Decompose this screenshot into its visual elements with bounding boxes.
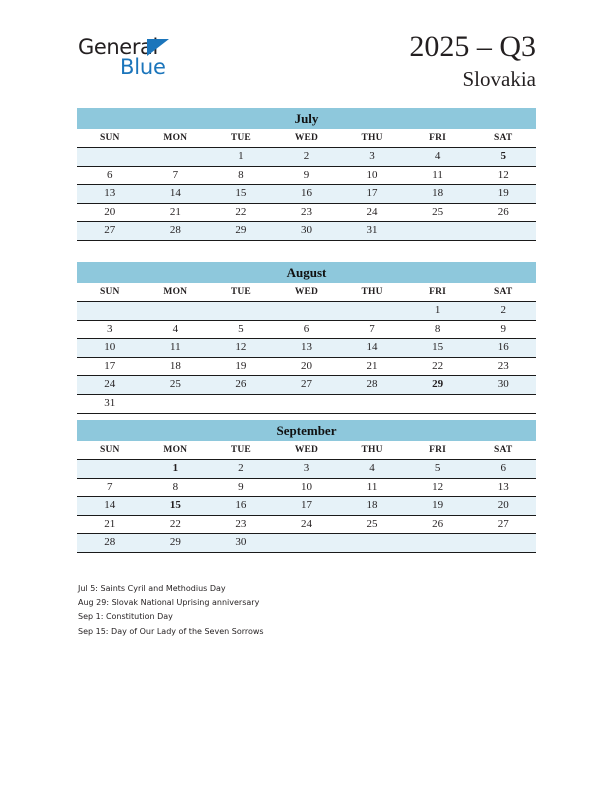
weekday-header-sat: SAT	[470, 283, 536, 302]
day-cell-21[interactable]: 21	[143, 203, 209, 222]
day-cell-empty	[470, 394, 536, 413]
weekday-header-wed: WED	[274, 283, 340, 302]
day-cell-18[interactable]: 18	[143, 357, 209, 376]
day-cell-19[interactable]: 19	[405, 497, 471, 516]
brand-name-blue: Blue	[120, 55, 166, 79]
day-cell-empty	[470, 222, 536, 241]
day-cell-15[interactable]: 15	[405, 339, 471, 358]
day-cell-27[interactable]: 27	[274, 376, 340, 395]
month-grid	[77, 441, 536, 553]
day-cell-1[interactable]: 1	[208, 148, 274, 167]
day-cell-24[interactable]: 24	[77, 376, 143, 395]
day-cell-4[interactable]: 4	[339, 460, 405, 479]
day-cell-12[interactable]: 12	[470, 166, 536, 185]
week-row	[77, 376, 536, 395]
month-title: July	[77, 108, 536, 129]
day-cell-empty	[339, 394, 405, 413]
day-cell-empty	[208, 394, 274, 413]
day-cell-empty	[405, 394, 471, 413]
day-cell-28[interactable]: 28	[143, 222, 209, 241]
day-cell-7[interactable]: 7	[143, 166, 209, 185]
month-block-august	[77, 262, 536, 414]
day-cell-25[interactable]: 25	[339, 515, 405, 534]
day-cell-31[interactable]: 31	[104, 396, 116, 409]
day-cell-10[interactable]: 10	[77, 339, 143, 358]
weekday-header-wed: WED	[274, 441, 340, 460]
day-cell-25[interactable]: 25	[405, 203, 471, 222]
day-cell-30[interactable]: 30	[470, 376, 536, 395]
day-cell-13[interactable]: 13	[274, 339, 340, 358]
week-row	[77, 357, 536, 376]
month-title: August	[77, 262, 536, 283]
weekday-header-sat: SAT	[470, 129, 536, 148]
day-cell-6[interactable]: 6	[470, 460, 536, 479]
week-row	[77, 478, 536, 497]
day-cell-3[interactable]: 3	[77, 320, 143, 339]
day-cell-6[interactable]: 6	[77, 166, 143, 185]
day-cell-5[interactable]: 5	[405, 460, 471, 479]
day-cell-28[interactable]: 28	[77, 534, 143, 553]
day-cell-11[interactable]: 11	[143, 339, 209, 358]
weekday-header-sun: SUN	[77, 441, 143, 460]
day-cell-22[interactable]: 22	[143, 515, 209, 534]
week-row	[77, 302, 536, 321]
day-cell-30[interactable]: 30	[274, 222, 340, 241]
day-cell-19[interactable]: 19	[470, 185, 536, 204]
day-cell-7[interactable]: 7	[339, 320, 405, 339]
month-block-july	[77, 108, 536, 241]
week-row	[77, 534, 536, 553]
day-cell-25[interactable]: 25	[143, 376, 209, 395]
day-cell-23[interactable]: 23	[208, 515, 274, 534]
day-cell-5[interactable]: 5	[208, 320, 274, 339]
day-cell-18[interactable]: 18	[339, 497, 405, 516]
day-cell-holiday-29[interactable]: 29	[405, 376, 471, 395]
day-cell-3[interactable]: 3	[274, 460, 340, 479]
weekday-header-mon: MON	[143, 283, 209, 302]
day-cell-11[interactable]: 11	[339, 478, 405, 497]
page-header	[0, 0, 612, 100]
day-cell-2[interactable]: 2	[274, 148, 340, 167]
weekday-header-mon: MON	[143, 441, 209, 460]
day-cell-29[interactable]: 29	[208, 222, 274, 241]
day-cell-13[interactable]: 13	[470, 478, 536, 497]
month-grid	[77, 283, 536, 414]
day-cell-10[interactable]: 10	[274, 478, 340, 497]
weekday-header-fri: FRI	[405, 441, 471, 460]
day-cell-16[interactable]: 16	[208, 497, 274, 516]
weekday-header-thu: THU	[339, 441, 405, 460]
day-cell-holiday-5[interactable]: 5	[470, 148, 536, 167]
day-cell-9[interactable]: 9	[274, 166, 340, 185]
day-cell-24[interactable]: 24	[274, 515, 340, 534]
week-row	[77, 460, 536, 479]
day-cell-8[interactable]: 8	[405, 320, 471, 339]
day-cell-15[interactable]: 15	[208, 185, 274, 204]
day-cell-empty	[405, 534, 471, 553]
day-cell-27[interactable]: 27	[470, 515, 536, 534]
logo-triangle-icon	[147, 39, 169, 56]
day-cell-26[interactable]: 26	[470, 203, 536, 222]
day-cell-11[interactable]: 11	[405, 166, 471, 185]
day-cell-13[interactable]: 13	[77, 185, 143, 204]
day-cell-28[interactable]: 28	[339, 376, 405, 395]
day-cell-29[interactable]: 29	[143, 534, 209, 553]
month-title: September	[77, 420, 536, 441]
day-cell-6[interactable]: 6	[274, 320, 340, 339]
week-row	[77, 148, 536, 167]
day-cell-27[interactable]: 27	[77, 222, 143, 241]
day-cell-14[interactable]: 14	[77, 497, 143, 516]
day-cell-8[interactable]: 8	[143, 478, 209, 497]
day-cell-31[interactable]: 31	[339, 222, 405, 241]
day-cell-empty	[274, 534, 340, 553]
day-cell-1[interactable]: 1	[405, 302, 471, 321]
weekday-header-tue: TUE	[208, 283, 274, 302]
week-row	[77, 222, 536, 241]
weekday-header-sun: SUN	[77, 283, 143, 302]
weekday-header-thu: THU	[339, 129, 405, 148]
brand-name-general: General	[78, 35, 158, 59]
weekday-header-row	[77, 441, 536, 460]
day-cell-9[interactable]: 9	[208, 478, 274, 497]
week-row	[77, 515, 536, 534]
day-cell-20[interactable]: 20	[470, 497, 536, 516]
weekday-header-sat: SAT	[470, 441, 536, 460]
day-cell-16[interactable]: 16	[274, 185, 340, 204]
day-cell-empty	[77, 460, 143, 479]
weekday-header-sun: SUN	[77, 129, 143, 148]
week-row	[77, 203, 536, 222]
day-cell-2[interactable]: 2	[208, 460, 274, 479]
day-cell-21[interactable]: 21	[339, 357, 405, 376]
day-cell-21[interactable]: 21	[77, 515, 143, 534]
day-cell-12[interactable]: 12	[208, 339, 274, 358]
day-cell-20[interactable]: 20	[274, 357, 340, 376]
day-cell-9[interactable]: 9	[470, 320, 536, 339]
weekday-header-wed: WED	[274, 129, 340, 148]
day-cell-12[interactable]: 12	[405, 478, 471, 497]
page-title	[409, 30, 536, 92]
week-row	[77, 166, 536, 185]
week-row	[77, 185, 536, 204]
day-cell-24[interactable]: 24	[339, 203, 405, 222]
weekday-header-thu: THU	[339, 283, 405, 302]
day-cell-30[interactable]: 30	[208, 534, 274, 553]
day-cell-17[interactable]: 17	[274, 497, 340, 516]
weekday-header-tue: TUE	[208, 129, 274, 148]
day-cell-14[interactable]: 14	[143, 185, 209, 204]
day-cell-17[interactable]: 17	[77, 357, 143, 376]
weekday-header-tue: TUE	[208, 441, 274, 460]
day-cell-2[interactable]: 2	[470, 302, 536, 321]
brand-logo[interactable]	[78, 36, 278, 88]
day-cell-empty	[405, 222, 471, 241]
day-cell-18[interactable]: 18	[405, 185, 471, 204]
weekday-header-row	[77, 129, 536, 148]
day-cell-empty	[339, 302, 405, 321]
day-cell-23[interactable]: 23	[274, 203, 340, 222]
week-row	[77, 320, 536, 339]
day-cell-22[interactable]: 22	[405, 357, 471, 376]
weekday-header-fri: FRI	[405, 129, 471, 148]
day-cell-empty	[77, 148, 143, 167]
month-grid	[77, 129, 536, 241]
day-cell-22[interactable]: 22	[208, 203, 274, 222]
day-cell-8[interactable]: 8	[208, 166, 274, 185]
day-cell-17[interactable]: 17	[339, 185, 405, 204]
legend-item: Sep 15: Day of Our Lady of the Seven Sorrows	[78, 626, 264, 636]
day-cell-empty	[274, 394, 340, 413]
weekday-header-row	[77, 283, 536, 302]
weekday-header-fri: FRI	[405, 283, 471, 302]
week-row	[77, 497, 536, 516]
legend-item: Aug 29: Slovak National Uprising anniversary	[78, 598, 260, 608]
day-cell-empty	[143, 394, 209, 413]
legend-item: Sep 1: Constitution Day	[78, 612, 173, 622]
legend-item: Jul 5: Saints Cyril and Methodius Day	[78, 584, 226, 593]
month-block-september	[77, 420, 536, 553]
day-cell-3[interactable]: 3	[339, 148, 405, 167]
day-cell-empty	[339, 534, 405, 553]
day-cell-4[interactable]: 4	[143, 320, 209, 339]
week-row	[77, 339, 536, 358]
day-cell-empty	[208, 302, 274, 321]
holiday-legend	[78, 582, 498, 639]
day-cell-empty	[470, 534, 536, 553]
week-row	[77, 394, 536, 413]
weekday-header-mon: MON	[143, 129, 209, 148]
day-cell-23[interactable]: 23	[470, 357, 536, 376]
day-cell-7[interactable]: 7	[77, 478, 143, 497]
day-cell-26[interactable]: 26	[405, 515, 471, 534]
title-country: Slovakia	[462, 67, 536, 91]
day-cell-4[interactable]: 4	[405, 148, 471, 167]
day-cell-empty	[143, 148, 209, 167]
day-cell-19[interactable]: 19	[208, 357, 274, 376]
day-cell-empty	[77, 302, 143, 321]
day-cell-14[interactable]: 14	[339, 339, 405, 358]
day-cell-holiday-1[interactable]: 1	[143, 460, 209, 479]
day-cell-26[interactable]: 26	[208, 376, 274, 395]
day-cell-empty	[274, 302, 340, 321]
day-cell-holiday-15[interactable]: 15	[143, 497, 209, 516]
day-cell-20[interactable]: 20	[77, 203, 143, 222]
day-cell-16[interactable]: 16	[470, 339, 536, 358]
day-cell-empty	[143, 302, 209, 321]
title-quarter: 2025 – Q3	[409, 30, 536, 63]
day-cell-10[interactable]: 10	[339, 166, 405, 185]
